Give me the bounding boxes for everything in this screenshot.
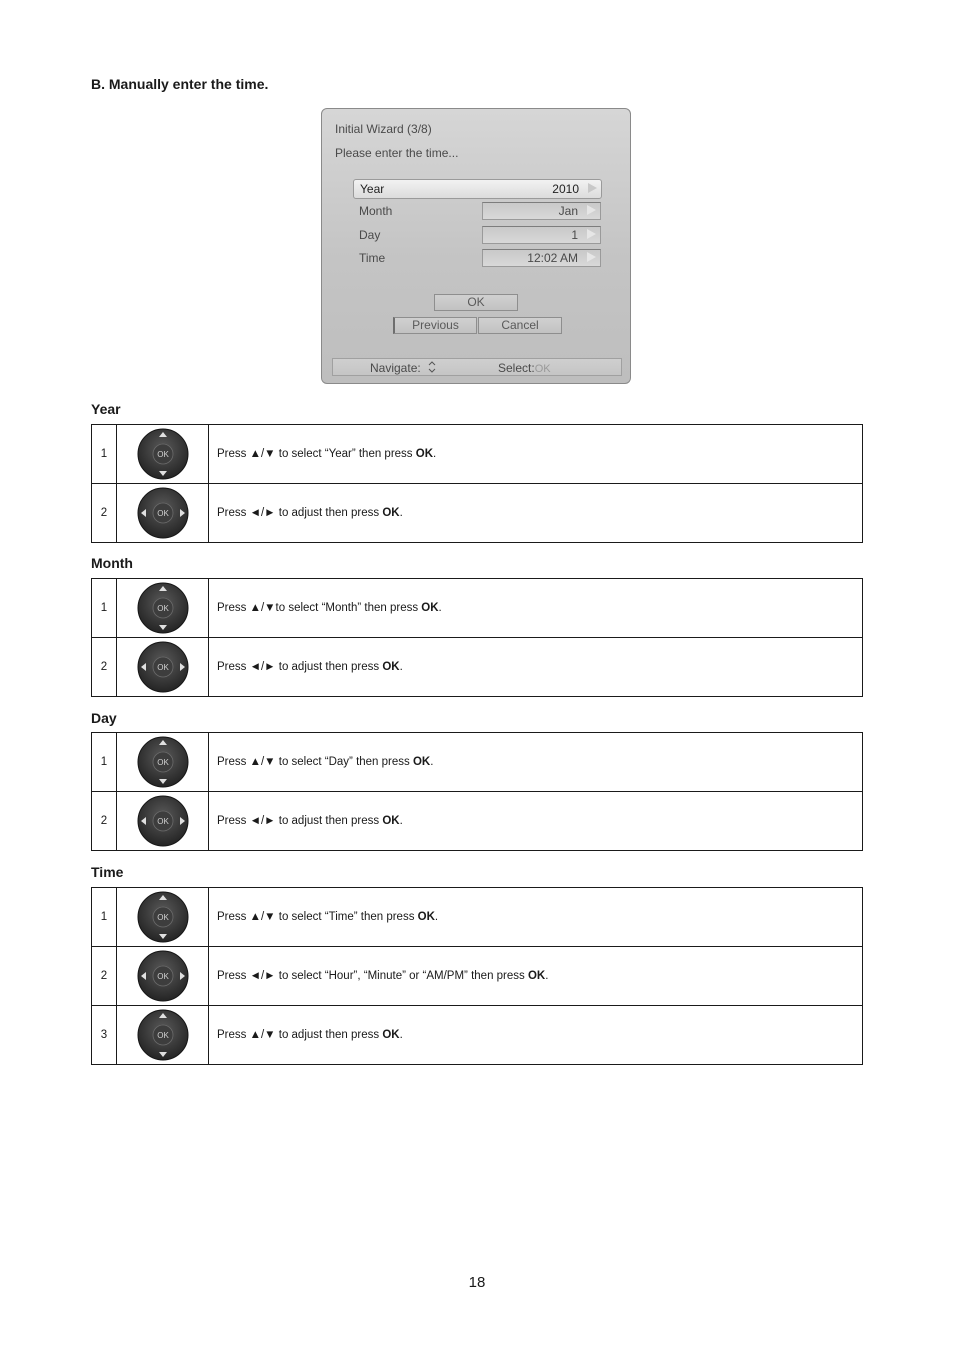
step-instruction <box>209 484 863 543</box>
instruction-text: Press ◄/► to adjust then press <box>217 507 383 519</box>
field-year[interactable] <box>353 179 602 199</box>
remote-cell <box>117 733 209 792</box>
step-number: 1 <box>92 733 117 792</box>
table-row <box>92 888 863 947</box>
navigate-label: Navigate: <box>370 361 421 375</box>
table-row <box>92 792 863 851</box>
remote-ok-label: OK <box>156 509 169 518</box>
remote-cell <box>117 888 209 947</box>
remote-cell <box>117 425 209 484</box>
field-month-label: Month <box>359 204 393 218</box>
instruction-end: . <box>399 815 403 827</box>
ok-key-label: OK <box>382 815 400 827</box>
up-down-icon <box>428 361 436 373</box>
remote-up-down-icon <box>137 736 189 788</box>
section-title-time: Time <box>91 864 124 880</box>
remote-ok-label: OK <box>156 1031 169 1040</box>
field-year-value: 2010 <box>552 182 579 196</box>
remote-ok-label: OK <box>156 817 169 826</box>
wizard-title: Initial Wizard (3/8) <box>335 122 432 136</box>
section-title-month: Month <box>91 555 133 571</box>
table-row <box>92 484 863 543</box>
remote-up-down-icon <box>137 891 189 943</box>
right-arrow-icon <box>587 252 596 262</box>
step-instruction <box>209 425 863 484</box>
field-day-value: 1 <box>571 228 578 242</box>
initial-wizard-panel <box>321 108 631 384</box>
field-day-label: Day <box>359 228 381 242</box>
wizard-footer <box>332 358 622 376</box>
remote-ok-label: OK <box>156 972 169 981</box>
ok-key-label: OK <box>382 1029 400 1041</box>
section-title-day: Day <box>91 710 117 726</box>
field-time[interactable] <box>353 249 600 267</box>
remote-cell <box>117 579 209 638</box>
steps-table-year <box>91 424 863 543</box>
step-instruction <box>209 947 863 1006</box>
instruction-end: . <box>434 911 439 923</box>
steps-table-month <box>91 578 863 697</box>
ok-key-label: OK <box>382 661 400 673</box>
instruction-end: . <box>545 970 549 982</box>
step-number: 2 <box>92 947 117 1006</box>
step-instruction <box>209 579 863 638</box>
instruction-end: . <box>399 661 403 673</box>
remote-cell <box>117 792 209 851</box>
remote-cell <box>117 947 209 1006</box>
ok-button[interactable]: OK <box>434 294 518 311</box>
step-number: 1 <box>92 579 117 638</box>
step-number: 2 <box>92 638 117 697</box>
instruction-end: . <box>433 448 437 460</box>
step-number: 1 <box>92 888 117 947</box>
remote-left-right-icon <box>137 641 189 693</box>
field-year-label: Year <box>360 182 385 196</box>
step-instruction <box>209 638 863 697</box>
table-row <box>92 425 863 484</box>
right-arrow-icon <box>587 205 596 215</box>
select-label: Select: <box>498 361 535 375</box>
instruction-text: Press ▲/▼ to select “Time” then press <box>217 911 418 923</box>
remote-up-down-icon <box>137 428 189 480</box>
step-number: 3 <box>92 1006 117 1065</box>
previous-button[interactable]: Previous <box>393 317 477 334</box>
remote-up-down-icon <box>137 582 189 634</box>
remote-left-right-icon <box>137 950 189 1002</box>
remote-ok-label: OK <box>156 604 169 613</box>
step-number: 2 <box>92 792 117 851</box>
remote-left-right-icon <box>137 487 189 539</box>
remote-up-down-icon <box>137 1009 189 1061</box>
field-month[interactable] <box>353 202 600 220</box>
steps-table-day <box>91 732 863 851</box>
select-key: OK <box>534 363 551 375</box>
field-time-value: 12:02 AM <box>527 251 578 265</box>
remote-ok-label: OK <box>156 663 169 672</box>
field-day[interactable] <box>353 226 600 244</box>
instruction-text: Press ▲/▼ to adjust then press <box>217 1029 383 1041</box>
table-row <box>92 579 863 638</box>
step-instruction <box>209 888 863 947</box>
ok-key-label: OK <box>527 970 546 982</box>
remote-left-right-icon <box>137 795 189 847</box>
page-number: 18 <box>468 1274 486 1291</box>
field-month-value: Jan <box>558 204 578 218</box>
step-number: 2 <box>92 484 117 543</box>
page-heading: B. Manually enter the time. <box>91 76 269 92</box>
field-month-box[interactable] <box>482 202 601 220</box>
instruction-text: Press ▲/▼ to select “Year” then press <box>217 448 416 460</box>
section-title-year: Year <box>91 401 121 417</box>
field-time-label: Time <box>359 251 386 265</box>
remote-cell <box>117 484 209 543</box>
instruction-text: Press ◄/► to adjust then press <box>217 815 383 827</box>
remote-ok-label: OK <box>156 758 169 767</box>
remote-cell <box>117 1006 209 1065</box>
step-number: 1 <box>92 425 117 484</box>
table-row <box>92 733 863 792</box>
step-instruction <box>209 1006 863 1065</box>
table-row <box>92 947 863 1006</box>
right-arrow-icon <box>587 229 596 239</box>
ok-key-label: OK <box>421 602 439 614</box>
cancel-button[interactable]: Cancel <box>478 317 562 334</box>
instruction-text: Press ◄/► to select “Hour”, “Minute” or “AM/PM” then press <box>217 970 528 982</box>
instruction-text: Press ▲/▼to select “Month” then press <box>217 602 422 614</box>
ok-key-label: OK <box>382 507 400 519</box>
remote-ok-label: OK <box>156 913 169 922</box>
instruction-end: . <box>399 507 403 519</box>
table-row <box>92 638 863 697</box>
field-time-box[interactable] <box>482 249 601 267</box>
ok-key-label: OK <box>415 448 434 460</box>
remote-ok-label: OK <box>156 450 169 459</box>
ok-key-label: OK <box>412 756 431 768</box>
ok-key-label: OK <box>417 911 435 923</box>
instruction-end: . <box>438 602 442 614</box>
step-instruction <box>209 792 863 851</box>
instruction-text: Press ▲/▼ to select “Day” then press <box>217 756 413 768</box>
steps-table-time <box>91 887 863 1065</box>
wizard-prompt: Please enter the time... <box>335 146 459 160</box>
right-arrow-icon <box>588 183 597 193</box>
step-instruction <box>209 733 863 792</box>
select-hint <box>498 361 551 375</box>
table-row <box>92 1006 863 1065</box>
instruction-text: Press ◄/► to adjust then press <box>217 661 383 673</box>
instruction-end: . <box>430 756 434 768</box>
remote-cell <box>117 638 209 697</box>
field-day-box[interactable] <box>482 226 601 244</box>
instruction-end: . <box>399 1029 403 1041</box>
